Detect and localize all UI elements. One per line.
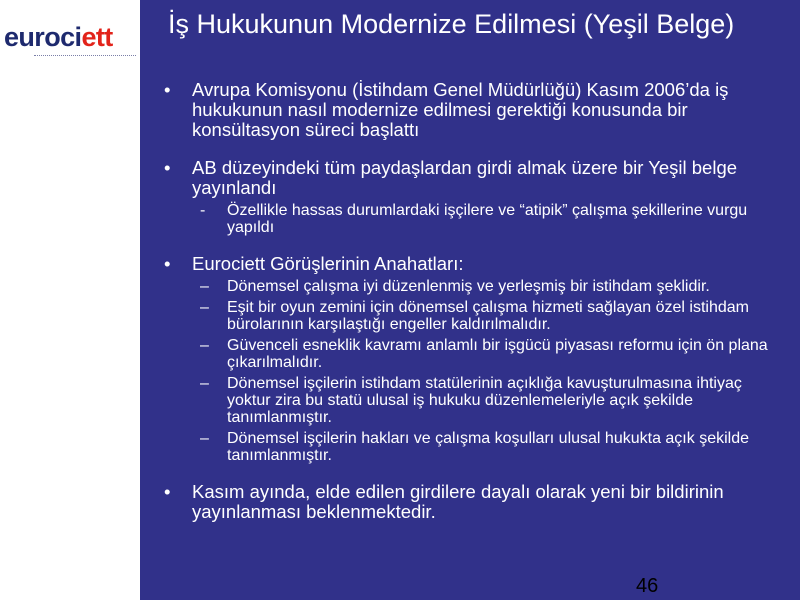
sub-bullet-text: Eşit bir oyun zemini için dönemsel çalışma hizmeti sağlayan özel istihdam bürolarının karşılaştığı engeller kaldırılmalıdır. bbox=[227, 299, 749, 333]
sub-bullet-mark: – bbox=[200, 278, 209, 295]
bullet-item bbox=[140, 158, 800, 198]
bullet-item bbox=[140, 482, 800, 522]
sub-bullet-item bbox=[140, 375, 800, 426]
sub-bullet-mark: – bbox=[200, 337, 209, 354]
logo-wordmark bbox=[4, 22, 113, 53]
bullet-list bbox=[140, 80, 800, 522]
sub-bullet-item bbox=[140, 278, 800, 295]
sub-bullet-text: Dönemsel çalışma iyi düzenlenmiş ve yerleşmiş bir istihdam şeklidir. bbox=[227, 278, 710, 295]
logo-text-main: euroci bbox=[4, 22, 82, 52]
bullet-text: Avrupa Komisyonu (İstihdam Genel Müdürlüğü) Kasım 2006’da iş hukukunun nasıl modernize edilmesi gerektiği konusunda bir konsültasyon süreci başlattı bbox=[192, 79, 729, 140]
page-number: 46 bbox=[636, 575, 659, 597]
bullet-item bbox=[140, 254, 800, 274]
bullet-mark: • bbox=[164, 481, 171, 502]
sub-bullet-item bbox=[140, 430, 800, 464]
sub-bullet-text: Dönemsel işçilerin hakları ve çalışma koşulları ulusal hukukta açık şekilde tanımlanmıştır. bbox=[227, 430, 749, 464]
slide-title: İş Hukukunun Modernize Edilmesi (Yeşil Belge) bbox=[168, 9, 735, 39]
eurociett-logo bbox=[4, 22, 136, 68]
bullet-item bbox=[140, 80, 800, 140]
sub-bullet-text: Özellikle hassas durumlardaki işçilere ve “atipik” çalışma şekillerine vurgu yapıldı bbox=[227, 202, 748, 236]
sub-bullet-item bbox=[140, 202, 800, 236]
sub-bullet-mark: - bbox=[200, 202, 206, 219]
bullet-text: Kasım ayında, elde edilen girdilere dayalı olarak yeni bir bildirinin yayınlanması beklenmektedir. bbox=[192, 481, 724, 522]
sub-bullet-item bbox=[140, 337, 800, 371]
bullet-text: Eurociett Görüşlerinin Anahatları: bbox=[192, 253, 464, 274]
bullet-mark: • bbox=[164, 157, 171, 178]
bullet-mark: • bbox=[164, 253, 171, 274]
content-panel bbox=[140, 0, 800, 600]
bullet-mark: • bbox=[164, 79, 171, 100]
bullet-text: AB düzeyindeki tüm paydaşlardan girdi almak üzere bir Yeşil belge yayınlandı bbox=[192, 157, 738, 198]
logo-text-accent: ett bbox=[81, 22, 113, 52]
sub-bullet-item bbox=[140, 299, 800, 333]
sub-bullet-text: Dönemsel işçilerin istihdam statülerinin açıklığa kavuşturulmasına ihtiyaç yoktur zira bu statü ulusal iş hukuku düzenlemeleriyle açık şekilde tanımlanmıştır. bbox=[227, 375, 742, 426]
sub-bullet-mark: – bbox=[200, 375, 209, 392]
sub-bullet-mark: – bbox=[200, 299, 209, 316]
sub-bullet-mark: – bbox=[200, 430, 209, 447]
logo-tagline-line bbox=[34, 55, 136, 60]
sub-bullet-text: Güvenceli esneklik kavramı anlamlı bir işgücü piyasası reformu için ön plana çıkarılmalıdır. bbox=[227, 337, 768, 371]
